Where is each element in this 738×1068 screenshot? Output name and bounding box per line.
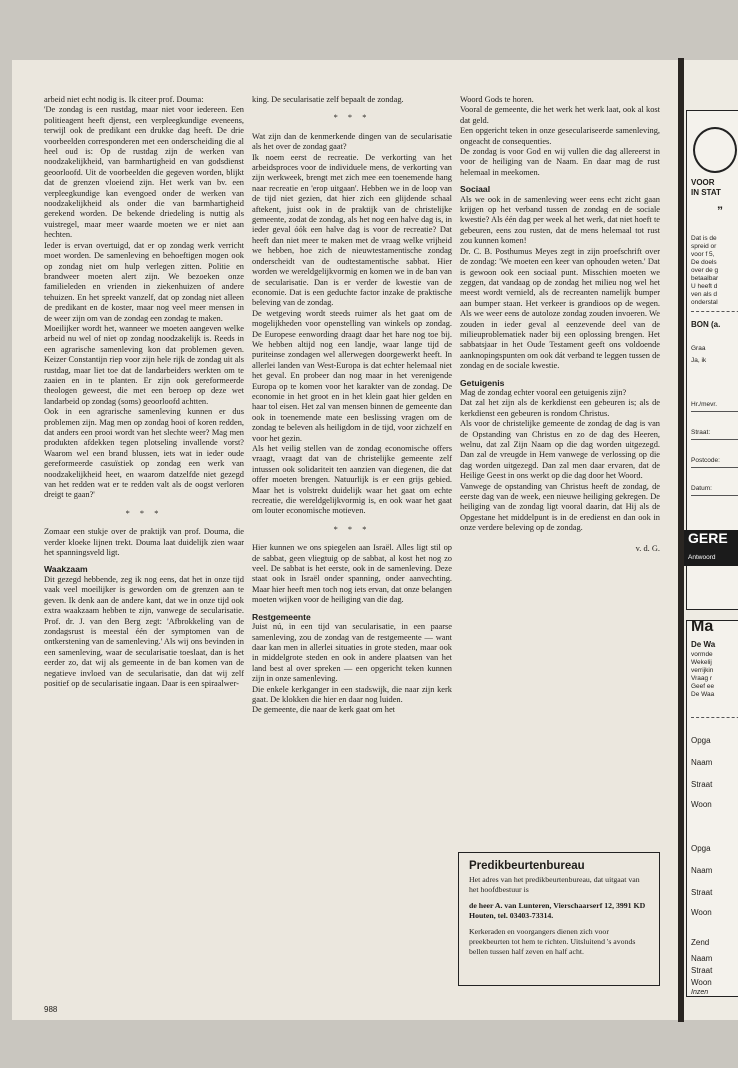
paragraph: Als het veilig stellen van de zondag economische offers vraagt, vraagt dat van de christelijke gemeente zelf intussen ook solidariteit ten aanzien van diegenen, die dat offer moeten brengen. Natuurlijk is er een grijs gebied. Maar het is volstrekt duidelijk waar het gaat om echte recreatie, die wereldgelijkvormig is, en ook waar het gaat om louter economische motieven.	[252, 444, 452, 516]
form-line: De Waa	[691, 691, 715, 698]
section-heading-restgemeente: Restgemeente	[252, 611, 311, 622]
paragraph: king. De secularisatie zelf bepaalt de zondag.	[252, 95, 404, 104]
coupon-bon: BON (a.	[691, 320, 721, 329]
field-label: Hr./mevr.	[691, 401, 718, 408]
form-field[interactable]: Naam	[691, 954, 713, 963]
paragraph: Juist nú, in een tijd van secularisatie, in een paarse samenleving, zou de zondag van de restgemeente — want daar kan men in allerlei situaties in grote steden, maar ook in middelgrote steden en ook in andere plaatsen van het land best al over spreken — een opgericht teken kunnen zijn in onze samenleving.	[252, 622, 452, 684]
paragraph: Als voor de christelijke gemeente de zondag de dag is van de Opstanding van Christus en zo de dag des Heeren, welnu, dat zal Zijn Naam op die dag worden uitgezegd. Dan zal de vreugde in Hem vanwege de verlossing op die dag worden uitgezegd. Dan zal men daar ervaren, dat de Heilige Geest in ons werkt op die dag door het Woord.	[460, 419, 660, 481]
paragraph: Ieder is ervan overtuigd, dat er op zondag werk verricht moet worden. De samenleving en behoeftigen mogen ook op zondag niet om hulp verlegen zitten. Politie en brandweer moeten alert zijn. We bezoeken onze familieleden en vrienden in ziekenhuizen of andere tehuizen. En het spreekt vanzelf, dat op zondag niet alleen de predikant en de koster, maar nog veel meer mensen in de weer zijn om van de zondag een zondag te maken.	[44, 240, 244, 323]
column-1	[44, 95, 244, 689]
paragraph: De zondag is voor God en wij vullen die dag allereerst in voor de heiliging van de Naam. En daar mag de rust helemaal in meekomen.	[460, 147, 660, 177]
gere-banner	[684, 530, 738, 566]
predikbeurtenbureau-box	[458, 852, 660, 986]
form-subtitle: De Wa	[691, 640, 716, 649]
divider	[691, 311, 738, 312]
paragraph: Die enkele kerkganger in een stadswijk, die naar zijn kerk gaat. De klokken die hier en daar nog luiden.	[252, 684, 452, 704]
paragraph: Moeilijker wordt het, wanneer we moeten aangeven welke arbeid nu wel of niet op zondag noodzakelijk is. Reeds in een agrarische samenleving kon dat problemen geven. Keizer Constantijn riep voor zijn hele rijk de zondag uit als rustdag, maar liet toe dat de landarbeiders werkten om te zaaien en in te planten. Er zijn ook gereformeerde theologen geweest, die met een beroep op deze wet landarbeid op zondag (soms) geoorloofd achtten.	[44, 323, 244, 406]
form-line: Wekelij	[691, 659, 712, 666]
section-divider: * * *	[333, 113, 371, 123]
page-number: 988	[44, 1005, 58, 1014]
coupon-option-2[interactable]: Ja, ik	[691, 357, 707, 364]
form-field[interactable]: Naam	[691, 866, 713, 875]
section-heading-getuigenis: Getuigenis	[460, 377, 505, 388]
form-line: vormde	[691, 651, 713, 658]
form-line: Geef ee	[691, 683, 715, 690]
emblem-icon	[693, 127, 737, 173]
column-3	[460, 95, 660, 554]
form-field[interactable]: Straat	[691, 888, 713, 897]
coupon-line: voor f 5,	[691, 251, 715, 258]
box-intro: Het adres van het predikbeurtenbureau, dat uitgaat van het hoofdbestuur is	[469, 875, 640, 894]
quote-mark: ”	[717, 204, 723, 218]
column-2	[252, 95, 452, 716]
form-line: verrijkin	[691, 667, 714, 674]
field-label: Datum:	[691, 485, 712, 492]
form-field[interactable]: Straat	[691, 780, 713, 789]
field-line[interactable]	[691, 411, 738, 412]
form-field[interactable]: Straat	[691, 966, 713, 975]
coupon-option-1[interactable]: Graa	[691, 345, 706, 352]
coupon-line: ven als d	[691, 291, 718, 298]
box-title: Predikbeurtenbureau	[469, 860, 585, 872]
coupon-line: betaalbar	[691, 275, 719, 282]
section-divider: * * *	[333, 524, 371, 534]
paragraph: Woord Gods te horen.	[460, 95, 534, 104]
form-field[interactable]: Woon	[691, 908, 712, 917]
field-label: Straat:	[691, 429, 711, 436]
box-note: Kerkeraden en voorgangers dienen zich voor preekbeurten tot hem te richten. Uitsluitend 's avonds bellen tussen half zeven en half acht.	[469, 927, 636, 956]
coupon-line: Dat is de	[691, 235, 717, 242]
coupon-line: onderstal	[691, 299, 718, 306]
paragraph: Dr. C. B. Posthumus Meyes zegt in zijn proefschrift over de zondag: 'We moeten een keer van ophouden weten.' Dat is gewoon ook een sociaal punt. Misschien moeten we zeggen, dat vandaag op de zondag het milieu nog wel het meest wordt vernield, als de recreanten namelijk bumper aan bumper staan. Het verkeer is grandioos op de wegen. Als we weer eens de autoloze zondag zouden invoeren. We zouden in ieder geval al eenzevende deel van de milieuproblematiek nader bij een oplossing brengen. Het sabbatsjaar in het Oude Testament geeft ons voldoende aanknopingspunten om ook dát verband te leggen tussen de zondag en de sociale kwestie.	[460, 246, 660, 371]
field-line[interactable]	[691, 439, 738, 440]
facing-page-edge	[684, 60, 738, 1020]
form-title: Ma	[691, 618, 714, 635]
banner-title: GERE	[688, 530, 728, 546]
coupon-line: U heeft d	[691, 283, 718, 290]
author-signature: v. d. G.	[635, 543, 660, 553]
paragraph: Zomaar een stukje over de praktijk van prof. Douma, die verder kloeke lijnen trekt. Douma laat duidelijk zien waar het spanningsveld ligt.	[44, 527, 244, 558]
paragraph: Ik noem eerst de recreatie. De verkorting van het arbeidsproces voor de individuele mens, de verkorting van zijn werkweek, brengt met zich mee een toenemende hang naar recreatie en 'erop uitgaan'. Hebben we in de loop van de tijd niet gezien, dat hier zich een glijdende schaal aftekent, juist ook in de praktijk van de christelijke gemeente, zodat de zondag, als het nog een halve dag is, in ieder geval óók een halve dag is voor de recreatie? Dat heeft dan niet meer te maken met de vraag welke vrijheid we hebben, hoe zich de nieuwtestamentische zondag onderscheidt van de oudtestamentische sabbat. Hier worden we wereldgelijkvormig en komen we in de ban van de secularisatie. Dan is er verder de kwestie van de economie. Dat is een geduchte factor inzake de praktische beleving van de zondag.	[252, 152, 452, 308]
paragraph: De gemeente, die naar de kerk gaat om het	[252, 705, 396, 715]
form-field[interactable]: Naam	[691, 758, 713, 767]
paragraph: Vooral de gemeente, die het werk het werk laat, ook al kost dat geld.	[460, 105, 660, 125]
form-field[interactable]: Opga	[691, 844, 711, 853]
field-label: Postcode:	[691, 457, 720, 464]
coupon-heading-1: VOOR	[691, 178, 715, 187]
paragraph: Dat zal het zijn als de kerkdienst een gebeuren is; als de kerkdienst een gebeuren is rondom Christus.	[460, 398, 660, 418]
paragraph: De wetgeving wordt steeds ruimer als het gaat om de mogelijkheden voor openstelling van winkels op zondag. De Europese eenwording draagt daar het hare nog toe bij. We hebben altijd nog een landje, waar lange tijd de puriteinse zondagen wel allerwegen doorgewerkt heeft. In allerlei landen van West-Europa is dat echter helemaal niet het geval. En probeer dan nog maar in het verenigende Europa op te komen voor het karakter van de zondag. De economie in het groot en in het klein gaat hier gelden en haar tol eisen. Het zal van mensen binnen de gemeente dan ook in toenemende mate een beslissing vragen om de zondag te beleven als heiligdom in de tijd, voor zichzelf en voor het gezin.	[252, 308, 452, 443]
section-heading-waakzaam: Waakzaam	[44, 564, 88, 575]
subscription-form	[686, 620, 738, 997]
field-line[interactable]	[691, 467, 738, 468]
paragraph: Wat zijn dan de kenmerkende dingen van de secularisatie als het over de zondag gaat?	[252, 131, 452, 152]
box-address: de heer A. van Lunteren, Vierschaarserf 12, 3991 KD Houten, tel. 03403-73314.	[469, 901, 646, 920]
section-divider: * * *	[125, 508, 163, 518]
paragraph: Ook in een agrarische samenleving kunnen er dus problemen zijn. Mag men op zondag hooi of koren redden, dat anders een prooi wordt van het slechte weer? Mag men produkten afdekken tegen plotseling invallende vorst? Waarom wel een brand blussen, iets wat in ieder oude gereformeerde casuïstiek op zondag een werk van noodzakelijkheid heet, en waarom datzelfde niet gezegd van het redden wat er te redden valt als de oogst verloren dreigt te gaan?'	[44, 407, 244, 500]
coupon-line: spreid or	[691, 243, 717, 250]
paragraph: Mag de zondag echter vooral een getuigenis zijn?	[460, 387, 627, 397]
paragraph: Een opgericht teken in onze geseculariseerde samenleving, ongeacht de consequenties.	[460, 126, 660, 146]
field-line[interactable]	[691, 495, 738, 496]
form-line: Vraag r	[691, 675, 713, 682]
form-field[interactable]: Woon	[691, 800, 712, 809]
paragraph: Hier kunnen we ons spiegelen aan Israël. Alles ligt stil op de sabbat, geen vliegtuig op de sabbat, al kost het nog zo veel. De sabbat is het eerste, ook in de samenleving. Deze staat ook in Israël onder spanning, onder aanvechting. Maar hier heeft men toch nog iets ervan, dat onze belangen moeten wijken voor de heiliging van die dag.	[252, 543, 452, 605]
paragraph: Vanwege de opstanding van Christus heeft de zondag, de eerste dag van de week, een nieuwe heiliging gekregen. De heiliging van de zondag ligt vooral daarin, dat Hij als de Opgestane het middelpunt is in de eredienst en dan ook in onze verdere beleving op de zondag.	[460, 481, 660, 533]
paragraph: 'De zondag is een rustdag, maar niet voor iedereen. Een politieagent heeft djenst, een verpleegkundige eveneens, terwijl ook de predikant een drukke dag heeft. De drie voorbeelden corresponderen met een onderscheiding die al heel oud is: Op de rustdag zijn de werken van noodzakelijkheid, van barmhartigheid en van godsdienst geoorloofd. Uit de voorbeelden die gegeven worden, blijkt dat de grenzen vloeiend zijn. Het werk van bv. een verpleegkundige kan evengoed onder de werken van noodzakelijkheid als onder die van barmhartigheid gerekend worden. De bekende driedeling is nuttig als vuistregel, maar meer waarde moeten we er niet aan hechten.	[44, 105, 244, 240]
form-field[interactable]: Opga	[691, 736, 711, 745]
form-field[interactable]: Zend	[691, 938, 710, 947]
paragraph: Dit gezegd hebbende, zeg ik nog eens, dat het in onze tijd vaak veel moeilijker is geworden om de grenzen aan te geven. Ik denk aan de andere kant, dat we in onze tijd ook extra waakzaam hebben te zijn, vanwege de secularisatie. Prof. dr. J. van den Berg zegt: 'Afbrokkeling van de zondagsrust is meestal één der symptomen van de ontkerstening van de samenleving.' Als wij ons bevinden in een samenleving, waar de secularisatie toeslaat, dan is het eerder zo, dat wij als gemeente in de ban komen van de negatieve invloed van de secularisatie, dan dat wij zelf positief op de secularisatie ingaan. Daar is een spiraalwer-	[44, 574, 244, 688]
coupon-line: over de g	[691, 267, 719, 274]
form-field: Inzen	[691, 989, 709, 996]
banner-sub: Antwoord	[688, 554, 716, 561]
divider	[691, 717, 738, 718]
coupon-heading-2: IN STAT	[691, 188, 721, 197]
coupon-line: De doels	[691, 259, 717, 266]
section-heading-sociaal: Sociaal	[460, 184, 491, 195]
paragraph: arbeid niet echt nodig is. Ik citeer prof. Douma:	[44, 95, 204, 104]
paragraph: Als we ook in de samenleving weer eens echt zicht gaan krijgen op het verband tussen de zondag en de sociale kwestie? Als één dag per week al het werk, dat niet hoeft te gebeuren, eens zou rusten, dat de mens helemaal tot rust zou kunnen komen!	[460, 194, 660, 246]
form-field[interactable]: Woon	[691, 978, 712, 987]
